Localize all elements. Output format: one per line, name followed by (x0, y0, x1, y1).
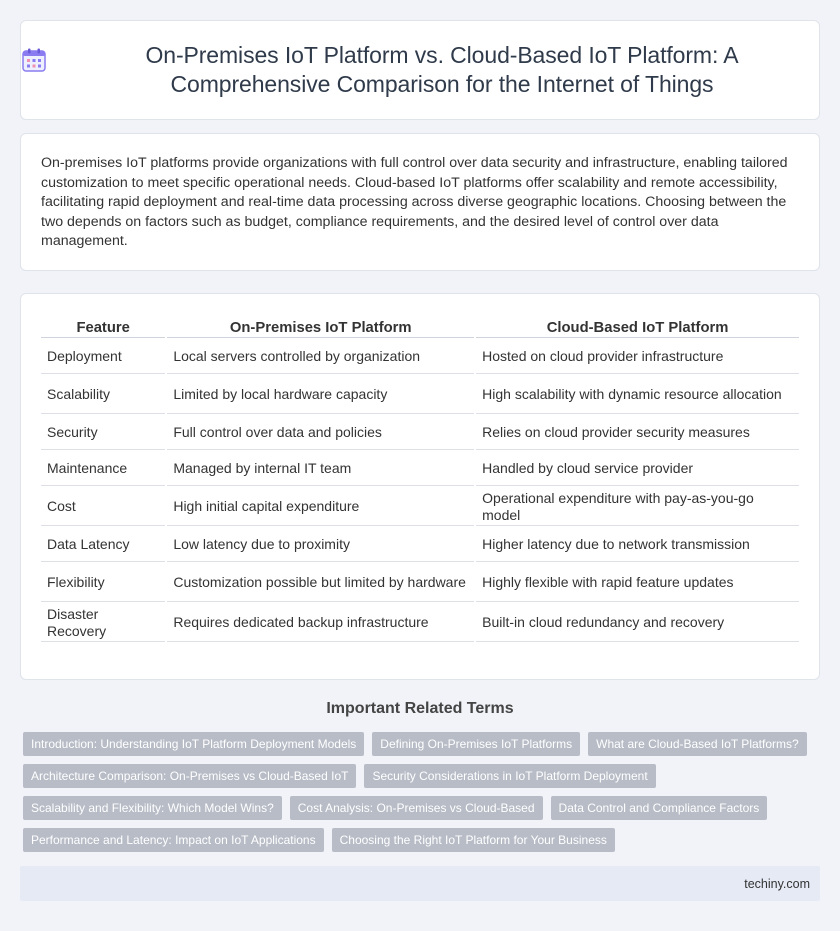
on-premises-cell: Requires dedicated backup infrastructure (167, 604, 474, 642)
on-premises-cell: High initial capital expenditure (167, 488, 474, 526)
related-term-tag[interactable]: Scalability and Flexibility: Which Model Wins? (23, 796, 282, 820)
tag-row (23, 828, 823, 852)
related-term-tag[interactable]: Introduction: Understanding IoT Platform Deployment Models (23, 732, 364, 756)
feature-cell: Deployment (41, 340, 165, 374)
table-row (41, 564, 799, 602)
table-row (41, 488, 799, 526)
cloud-based-cell: Operational expenditure with pay-as-you-go model (476, 488, 799, 526)
feature-cell: Data Latency (41, 528, 165, 562)
page-title: On-Premises IoT Platform vs. Cloud-Based IoT Platform: A Comprehensive Comparison for the Internet of Things (145, 42, 739, 97)
comparison-table (39, 316, 801, 644)
table-row (41, 416, 799, 450)
table-row (41, 528, 799, 562)
on-premises-cell: Customization possible but limited by hardware (167, 564, 474, 602)
related-term-tag[interactable]: Architecture Comparison: On-Premises vs Cloud-Based IoT (23, 764, 356, 788)
related-term-tag[interactable]: What are Cloud-Based IoT Platforms? (588, 732, 807, 756)
title-wrap (21, 41, 819, 99)
cloud-based-cell: Relies on cloud provider security measures (476, 416, 799, 450)
feature-cell: Security (41, 416, 165, 450)
cloud-based-cell: High scalability with dynamic resource allocation (476, 376, 799, 414)
feature-cell: Cost (41, 488, 165, 526)
tag-row (23, 764, 823, 788)
related-term-tag[interactable]: Security Considerations in IoT Platform Deployment (364, 764, 655, 788)
feature-cell: Flexibility (41, 564, 165, 602)
cloud-based-cell: Higher latency due to network transmission (476, 528, 799, 562)
header-feature: Feature (41, 318, 165, 338)
feature-cell: Disaster Recovery (41, 604, 165, 642)
title-card (20, 20, 820, 120)
related-term-tag[interactable]: Choosing the Right IoT Platform for Your Business (332, 828, 615, 852)
cloud-based-cell: Hosted on cloud provider infrastructure (476, 340, 799, 374)
feature-cell: Maintenance (41, 452, 165, 486)
related-term-tag[interactable]: Defining On-Premises IoT Platforms (372, 732, 580, 756)
footer-site-link[interactable]: techiny.com (744, 877, 810, 891)
intro-card (20, 133, 820, 271)
table-row (41, 452, 799, 486)
tag-row (23, 796, 823, 820)
table-row (41, 376, 799, 414)
cloud-based-cell: Handled by cloud service provider (476, 452, 799, 486)
related-term-tag[interactable]: Performance and Latency: Impact on IoT Applications (23, 828, 324, 852)
calendar-icon (21, 47, 47, 73)
related-terms-tags (23, 732, 823, 860)
intro-paragraph: On-premises IoT platforms provide organizations with full control over data security and infrastructure, enabling tailored customization to meet specific operational needs. Cloud-based IoT platforms offer scalability and remote accessibility, facilitating rapid deployment and real-time data processing across diverse geographic locations. Choosing between the two depends on factors such as budget, compliance requirements, and the desired level of control over data management. (41, 155, 788, 250)
on-premises-cell: Limited by local hardware capacity (167, 376, 474, 414)
cloud-based-cell: Highly flexible with rapid feature updates (476, 564, 799, 602)
on-premises-cell: Local servers controlled by organization (167, 340, 474, 374)
table-row (41, 340, 799, 374)
table-row (41, 604, 799, 642)
header-cloud-based: Cloud-Based IoT Platform (476, 318, 799, 338)
header-on-premises: On-Premises IoT Platform (167, 318, 474, 338)
tag-row (23, 732, 823, 756)
related-terms-title: Important Related Terms (326, 700, 514, 717)
comparison-table-card (20, 293, 820, 680)
on-premises-cell: Managed by internal IT team (167, 452, 474, 486)
on-premises-cell: Full control over data and policies (167, 416, 474, 450)
related-term-tag[interactable]: Data Control and Compliance Factors (551, 796, 768, 820)
on-premises-cell: Low latency due to proximity (167, 528, 474, 562)
cloud-based-cell: Built-in cloud redundancy and recovery (476, 604, 799, 642)
related-term-tag[interactable]: Cost Analysis: On-Premises vs Cloud-Based (290, 796, 543, 820)
table-header-row (41, 318, 799, 338)
feature-cell: Scalability (41, 376, 165, 414)
footer (20, 866, 820, 901)
